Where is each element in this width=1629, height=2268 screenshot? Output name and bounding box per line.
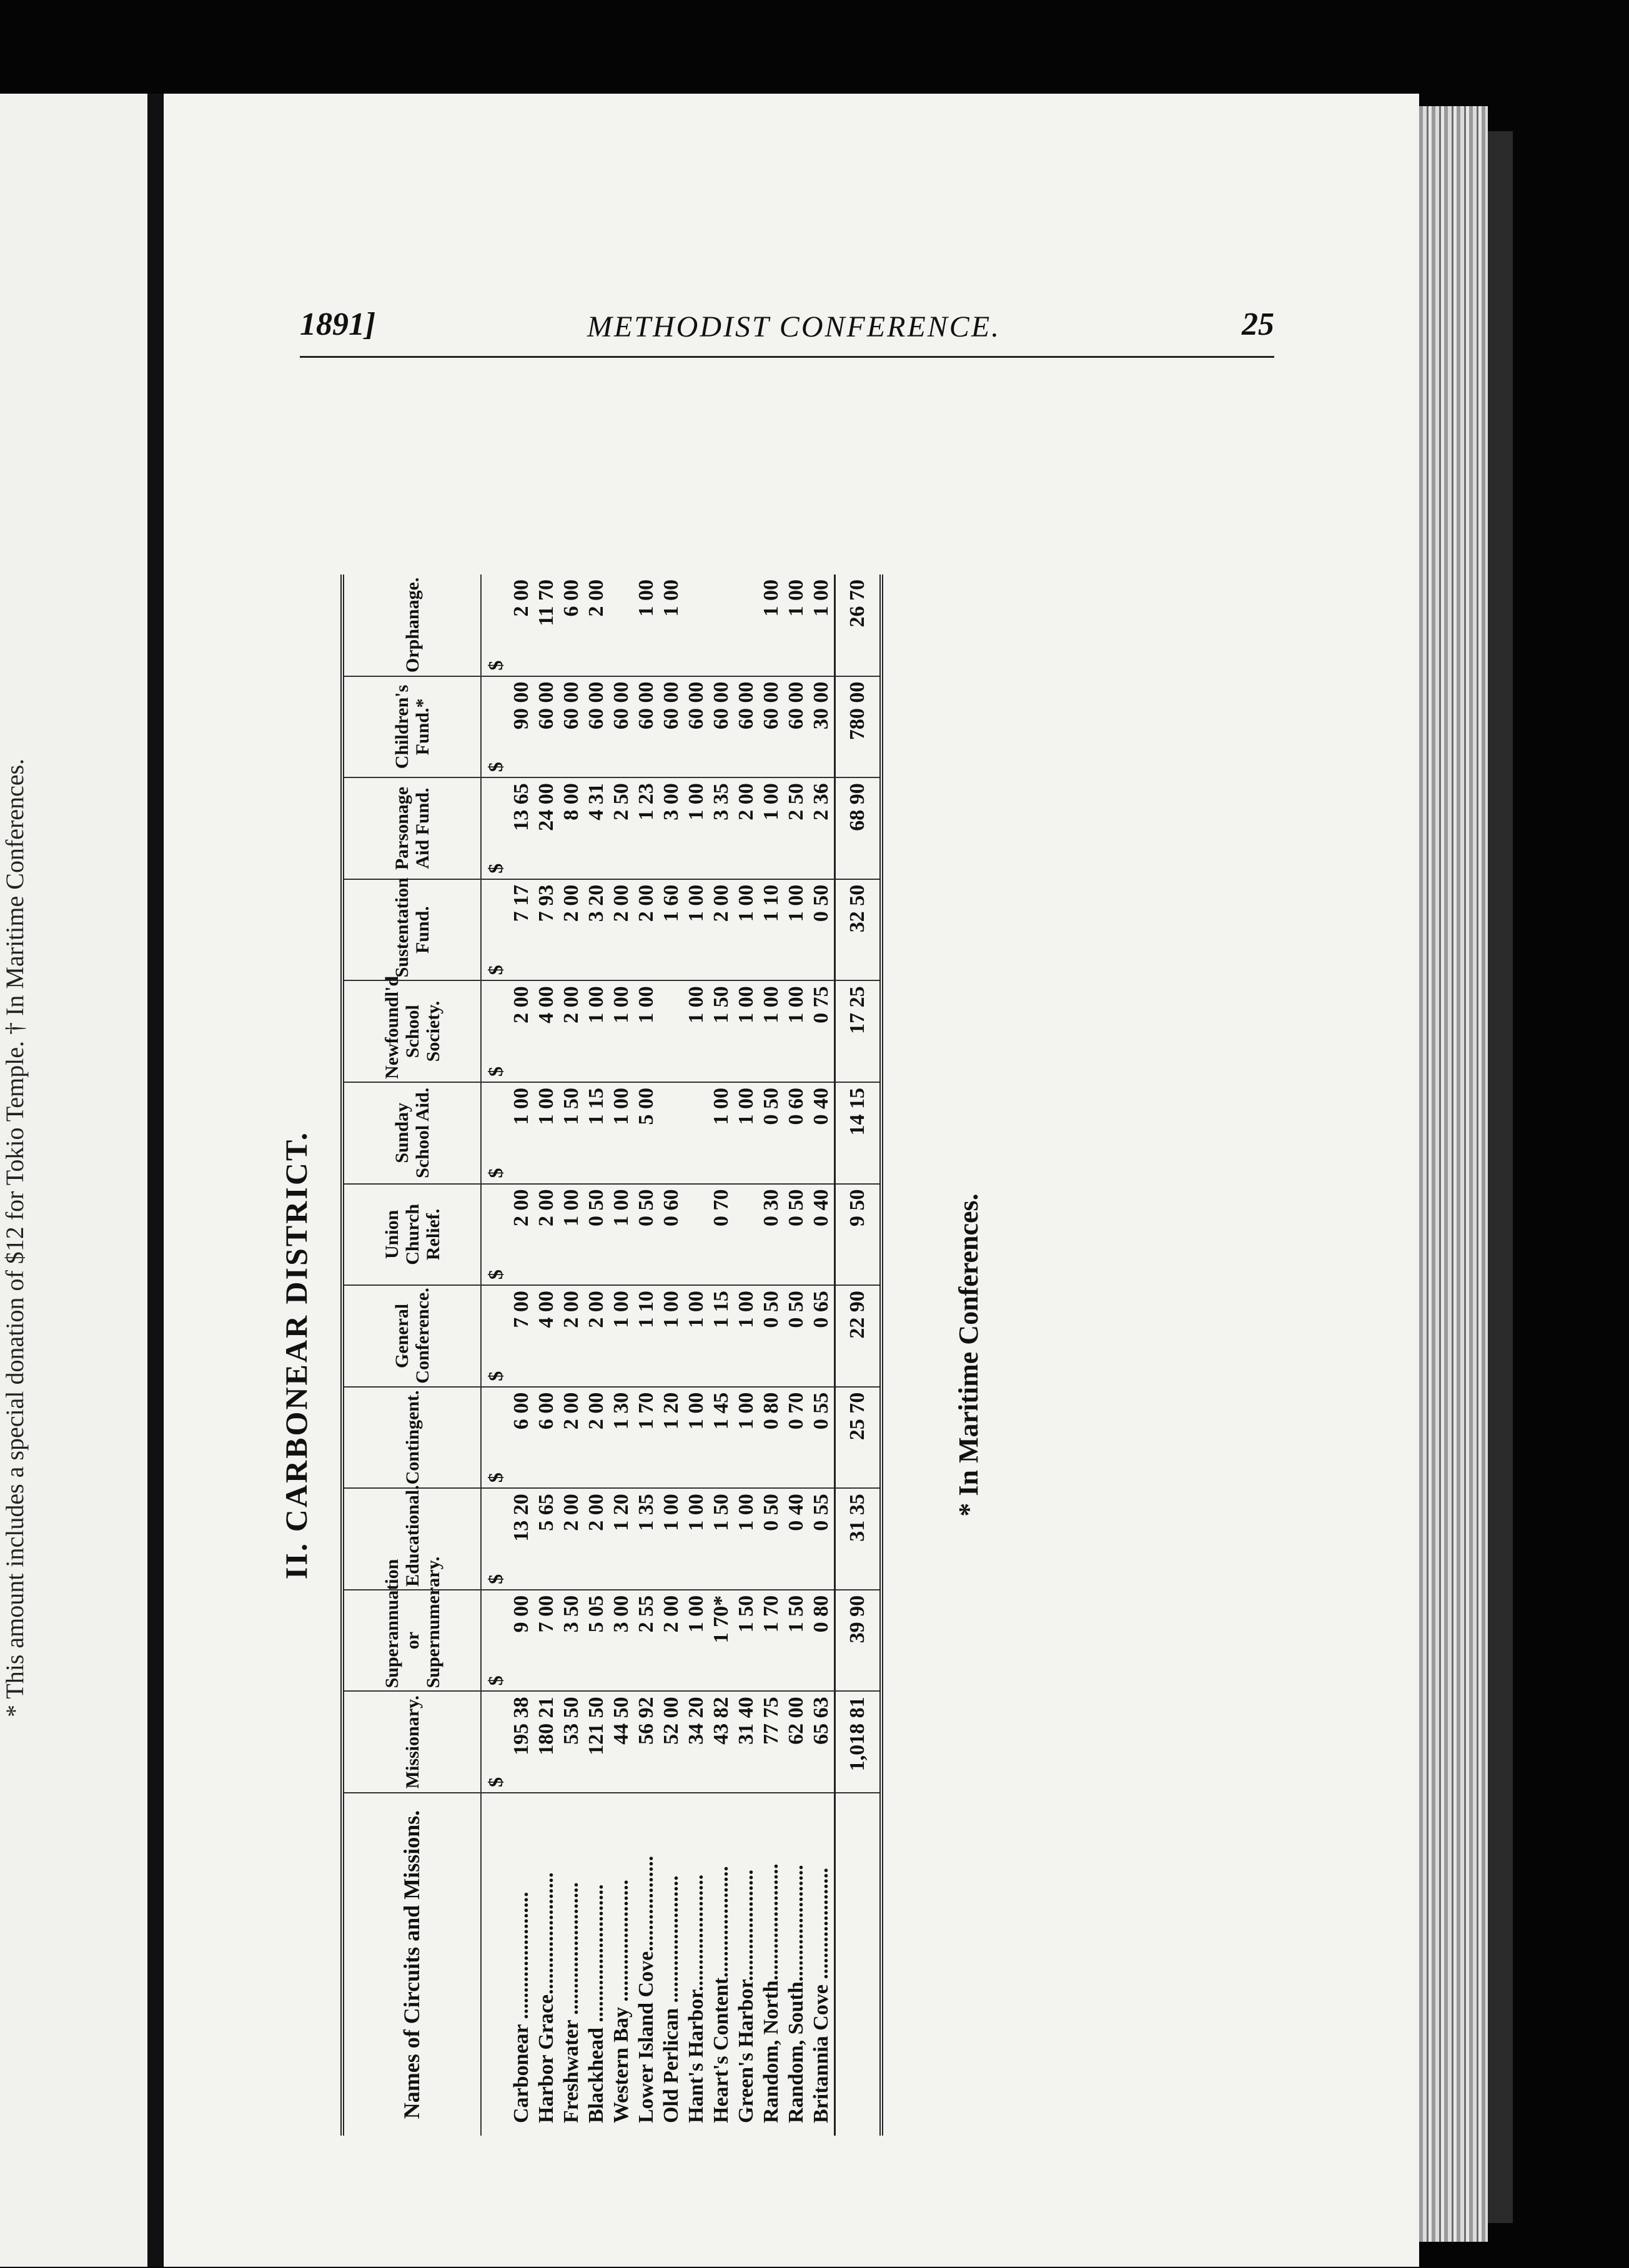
amount-cell: 2 00 [734, 777, 759, 879]
amount-cell: 13 20 [509, 1488, 534, 1590]
amount-cell: 7 00 [534, 1590, 559, 1692]
amount-cell: 180 21 [534, 1691, 559, 1793]
amount-cell: 1 70* [709, 1590, 734, 1692]
currency-cell: $ [481, 676, 509, 778]
table-row [684, 574, 709, 2136]
table-row [809, 574, 835, 2136]
amount-cell: 2 00 [559, 980, 584, 1082]
amount-cell: 1 00 [759, 777, 784, 879]
amount-cell [684, 1082, 709, 1184]
amount-cell: 3 00 [659, 777, 684, 879]
amount-cell: 1 50 [784, 1590, 809, 1692]
circuit-name: Western Bay ....................... [610, 1879, 633, 2123]
amount-cell: 2 50 [609, 777, 634, 879]
amount-cell: 52 00 [659, 1691, 684, 1793]
amount-cell: 2 00 [584, 1285, 609, 1387]
amount-cell: 0 40 [784, 1488, 809, 1590]
total-cell: 1,018 81 [835, 1691, 882, 1793]
circuit-name: Random, South...................... [785, 1865, 808, 2123]
amount-cell: 3 20 [584, 879, 609, 981]
currency-cell: $ [481, 1285, 509, 1387]
amount-cell: 2 00 [509, 1184, 534, 1286]
amount-cell: 1 00 [784, 980, 809, 1082]
amount-cell: 0 50 [634, 1184, 659, 1286]
amount-cell: 5 00 [634, 1082, 659, 1184]
table-row [534, 574, 559, 2136]
table-row [559, 574, 584, 2136]
amount-cell: 0 50 [584, 1184, 609, 1286]
amount-cell: 1 23 [634, 777, 659, 879]
amount-cell: 1 00 [784, 574, 809, 676]
currency-cell: $ [481, 1387, 509, 1489]
amount-cell: 1 00 [509, 1082, 534, 1184]
amount-cell: 60 00 [609, 676, 634, 778]
amount-cell: 1 35 [634, 1488, 659, 1590]
column-header: Missionary. [342, 1691, 481, 1793]
amount-cell: 44 50 [609, 1691, 634, 1793]
amount-cell: 2 00 [634, 879, 659, 981]
currency-cell: $ [481, 1691, 509, 1793]
amount-cell: 1 15 [709, 1285, 734, 1387]
amount-cell: 13 65 [509, 777, 534, 879]
column-header: Sunday School Aid. [342, 1082, 481, 1184]
amount-cell: 1 00 [734, 1387, 759, 1489]
amount-cell: 1 60 [659, 879, 684, 981]
amount-cell: 0 40 [809, 1082, 835, 1184]
amount-cell: 60 00 [659, 676, 684, 778]
currency-cell: $ [481, 980, 509, 1082]
circuit-name: Random, North...................... [760, 1863, 783, 2123]
amount-cell: 0 80 [759, 1387, 784, 1489]
amount-cell: 2 55 [634, 1590, 659, 1692]
amount-cell: 60 00 [734, 676, 759, 778]
amount-cell: 3 35 [709, 777, 734, 879]
amount-cell: 0 50 [759, 1488, 784, 1590]
table-cell [835, 1793, 882, 2136]
column-header: Superannuation or Supernumerary. [342, 1590, 481, 1692]
column-header-names: Names of Circuits and Missions. [342, 1793, 481, 2136]
table-row [509, 574, 534, 2136]
circuit-name: Hant's Harbor...................... [685, 1874, 708, 2123]
total-cell: 22 90 [835, 1285, 882, 1387]
amount-cell: 0 75 [809, 980, 835, 1082]
table-row [634, 574, 659, 2136]
column-header: Union Church Relief. [342, 1184, 481, 1286]
amount-cell: 7 00 [509, 1285, 534, 1387]
amount-cell: 5 05 [584, 1590, 609, 1692]
book-cover-edge [1488, 131, 1513, 2223]
total-cell: 14 15 [835, 1082, 882, 1184]
amount-cell: 0 60 [784, 1082, 809, 1184]
amount-cell: 1 10 [759, 879, 784, 981]
amount-cell: 2 00 [584, 1488, 609, 1590]
currency-cell: $ [481, 1488, 509, 1590]
amount-cell: 1 00 [659, 1285, 684, 1387]
amount-cell: 1 10 [634, 1285, 659, 1387]
amount-cell: 195 38 [509, 1691, 534, 1793]
currency-cell: $ [481, 1082, 509, 1184]
amount-cell: 2 00 [584, 574, 609, 676]
amount-cell: 1 00 [759, 574, 784, 676]
amount-cell: 1 30 [609, 1387, 634, 1489]
amount-cell [684, 1184, 709, 1286]
circuit-name: Freshwater ......................... [560, 1882, 583, 2123]
amount-cell: 60 00 [684, 676, 709, 778]
amount-cell: 2 36 [809, 777, 835, 879]
column-header: Orphanage. [342, 574, 481, 676]
amount-cell: 1 00 [759, 980, 784, 1082]
book-gutter [147, 94, 162, 2267]
amount-cell: 1 00 [609, 1184, 634, 1286]
amount-cell: 1 50 [709, 980, 734, 1082]
amount-cell: 56 92 [634, 1691, 659, 1793]
amount-cell: 4 31 [584, 777, 609, 879]
amount-cell: 60 00 [759, 676, 784, 778]
total-cell: 31 35 [835, 1488, 882, 1590]
amount-cell: 1 50 [559, 1082, 584, 1184]
table-body [481, 574, 881, 2136]
amount-cell: 34 20 [684, 1691, 709, 1793]
amount-cell: 2 00 [559, 1488, 584, 1590]
amount-cell: 1 00 [659, 574, 684, 676]
amount-cell: 0 55 [809, 1387, 835, 1489]
amount-cell: 0 55 [809, 1488, 835, 1590]
amount-cell: 1 00 [734, 879, 759, 981]
amount-cell: 31 40 [734, 1691, 759, 1793]
page-number: 25 [1242, 307, 1274, 342]
amount-cell: 1 70 [634, 1387, 659, 1489]
column-header: Parsonage Aid Fund. [342, 777, 481, 879]
amount-cell: 1 00 [734, 1488, 759, 1590]
amount-cell: 77 75 [759, 1691, 784, 1793]
circuit-name: Harbor Grace....................... [535, 1872, 558, 2123]
table-row [734, 574, 759, 2136]
amount-cell: 1 00 [734, 1285, 759, 1387]
column-header: Educational. [342, 1488, 481, 1590]
header-journal: METHODIST CONFERENCE. [587, 310, 1001, 343]
amount-cell: 2 00 [709, 879, 734, 981]
amount-cell: 0 50 [759, 1285, 784, 1387]
amount-cell: 3 00 [609, 1590, 634, 1692]
table-row [584, 574, 609, 2136]
amount-cell: 1 20 [659, 1387, 684, 1489]
currency-cell: $ [481, 879, 509, 981]
amount-cell [609, 574, 634, 676]
amount-cell: 1 20 [609, 1488, 634, 1590]
amount-cell: 2 50 [784, 777, 809, 879]
amount-cell: 0 50 [809, 879, 835, 981]
amount-cell: 60 00 [634, 676, 659, 778]
total-cell: 9 50 [835, 1184, 882, 1286]
amount-cell: 1 00 [609, 1285, 634, 1387]
circuit-name: Heart's Content..................... [710, 1866, 733, 2123]
table-row [709, 574, 734, 2136]
total-cell: 25 70 [835, 1387, 882, 1489]
amount-cell: 0 60 [659, 1184, 684, 1286]
amount-cell: 90 00 [509, 676, 534, 778]
totals-row [835, 574, 882, 2136]
table-cell [481, 1793, 509, 2136]
amount-cell: 60 00 [709, 676, 734, 778]
amount-cell: 1 50 [734, 1590, 759, 1692]
amount-cell: 6 00 [559, 574, 584, 676]
currency-cell: $ [481, 1184, 509, 1286]
amount-cell: 1 00 [659, 1488, 684, 1590]
amount-cell: 1 00 [709, 1082, 734, 1184]
amount-cell: 65 63 [809, 1691, 835, 1793]
amount-cell: 2 00 [559, 1387, 584, 1489]
circuit-name: Carbonear ........................ [510, 1891, 533, 2123]
page-edges [1419, 106, 1488, 2242]
table-row [609, 574, 634, 2136]
amount-cell: 2 00 [659, 1590, 684, 1692]
amount-cell: 60 00 [584, 676, 609, 778]
amount-cell: 1 00 [609, 980, 634, 1082]
contributions-table [340, 574, 883, 2136]
district-title: II. CARBONEAR DISTRICT. [279, 1130, 314, 1580]
amount-cell: 8 00 [559, 777, 584, 879]
table-header-row [342, 574, 481, 2136]
amount-cell: 43 82 [709, 1691, 734, 1793]
amount-cell: 1 15 [584, 1082, 609, 1184]
amount-cell: 9 00 [509, 1590, 534, 1692]
table-row [784, 574, 809, 2136]
amount-cell: 2 00 [584, 1387, 609, 1489]
amount-cell: 1 00 [584, 980, 609, 1082]
column-header: General Conference. [342, 1285, 481, 1387]
amount-cell: 53 50 [559, 1691, 584, 1793]
amount-cell: 1 00 [684, 1590, 709, 1692]
column-header: Newfoundl'd School Society. [342, 980, 481, 1082]
amount-cell: 24 00 [534, 777, 559, 879]
amount-cell: 2 00 [534, 1184, 559, 1286]
amount-cell: 1 00 [684, 1285, 709, 1387]
table-row [759, 574, 784, 2136]
amount-cell: 6 00 [534, 1387, 559, 1489]
amount-cell: 0 30 [759, 1184, 784, 1286]
amount-cell: 0 50 [784, 1184, 809, 1286]
amount-cell [734, 574, 759, 676]
amount-cell: 121 50 [584, 1691, 609, 1793]
amount-cell: 1 00 [684, 1387, 709, 1489]
amount-cell: 60 00 [784, 676, 809, 778]
amount-cell: 1 00 [684, 980, 709, 1082]
amount-cell: 1 00 [609, 1082, 634, 1184]
total-cell: 780 00 [835, 676, 882, 778]
total-cell: 68 90 [835, 777, 882, 879]
circuit-name: Old Perlican ........................ [660, 1875, 683, 2123]
amount-cell: 1 00 [734, 1082, 759, 1184]
amount-cell: 1 70 [759, 1590, 784, 1692]
amount-cell: 4 00 [534, 980, 559, 1082]
amount-cell: 1 00 [634, 980, 659, 1082]
amount-cell: 1 00 [784, 879, 809, 981]
amount-cell: 1 45 [709, 1387, 734, 1489]
amount-cell: 2 00 [559, 879, 584, 981]
currency-cell: $ [481, 574, 509, 676]
amount-cell: 0 50 [784, 1285, 809, 1387]
amount-cell: 0 40 [809, 1184, 835, 1286]
amount-cell: 60 00 [534, 676, 559, 778]
table-footnote: * In Maritime Conferences. [953, 1193, 984, 1517]
table-row [659, 574, 684, 2136]
amount-cell: 1 00 [684, 879, 709, 981]
amount-cell: 6 00 [509, 1387, 534, 1489]
currency-cell: $ [481, 777, 509, 879]
amount-cell: 2 00 [509, 980, 534, 1082]
amount-cell: 7 93 [534, 879, 559, 981]
amount-cell: 0 70 [784, 1387, 809, 1489]
amount-cell: 0 65 [809, 1285, 835, 1387]
total-cell: 17 25 [835, 980, 882, 1082]
amount-cell [734, 1184, 759, 1286]
amount-cell: 2 00 [609, 879, 634, 981]
amount-cell: 0 70 [709, 1184, 734, 1286]
currency-row [481, 574, 509, 2136]
previous-page-footnote: * This amount includes a special donation of $12 for Tokio Temple. † In Maritime Conferences. [1, 758, 29, 1717]
amount-cell: 4 00 [534, 1285, 559, 1387]
amount-cell: 11 70 [534, 574, 559, 676]
header-year: 1891] [300, 307, 376, 342]
column-header: Children's Fund.* [342, 676, 481, 778]
amount-cell [659, 1082, 684, 1184]
circuit-name: Green's Harbor..................... [735, 1869, 758, 2123]
amount-cell: 0 80 [809, 1590, 835, 1692]
amount-cell: 0 50 [759, 1082, 784, 1184]
amount-cell: 1 00 [734, 980, 759, 1082]
amount-cell: 1 00 [559, 1184, 584, 1286]
running-header [300, 306, 1274, 358]
amount-cell: 30 00 [809, 676, 835, 778]
amount-cell: 1 00 [809, 574, 835, 676]
total-cell: 32 50 [835, 879, 882, 981]
amount-cell: 62 00 [784, 1691, 809, 1793]
amount-cell: 5 65 [534, 1488, 559, 1590]
rotated-table-block [278, 550, 1009, 2161]
column-header: Contingent. [342, 1387, 481, 1489]
amount-cell: 2 00 [559, 1285, 584, 1387]
amount-cell: 60 00 [559, 676, 584, 778]
amount-cell: 7 17 [509, 879, 534, 981]
circuit-name: Lower Island Cove.................. [635, 1855, 658, 2123]
amount-cell: 1 00 [534, 1082, 559, 1184]
amount-cell: 1 50 [709, 1488, 734, 1590]
total-cell: 26 70 [835, 574, 882, 676]
circuit-name: Britannia Cove ..................... [810, 1868, 833, 2123]
total-cell: 39 90 [835, 1590, 882, 1692]
circuit-name: Blackhead .......................... [585, 1884, 608, 2123]
amount-cell [659, 980, 684, 1082]
amount-cell: 1 00 [684, 777, 709, 879]
amount-cell [709, 574, 734, 676]
column-header: Sustentation Fund. [342, 879, 481, 981]
amount-cell: 3 50 [559, 1590, 584, 1692]
amount-cell: 1 00 [634, 574, 659, 676]
amount-cell [684, 574, 709, 676]
amount-cell: 1 00 [684, 1488, 709, 1590]
currency-cell: $ [481, 1590, 509, 1692]
amount-cell: 2 00 [509, 574, 534, 676]
